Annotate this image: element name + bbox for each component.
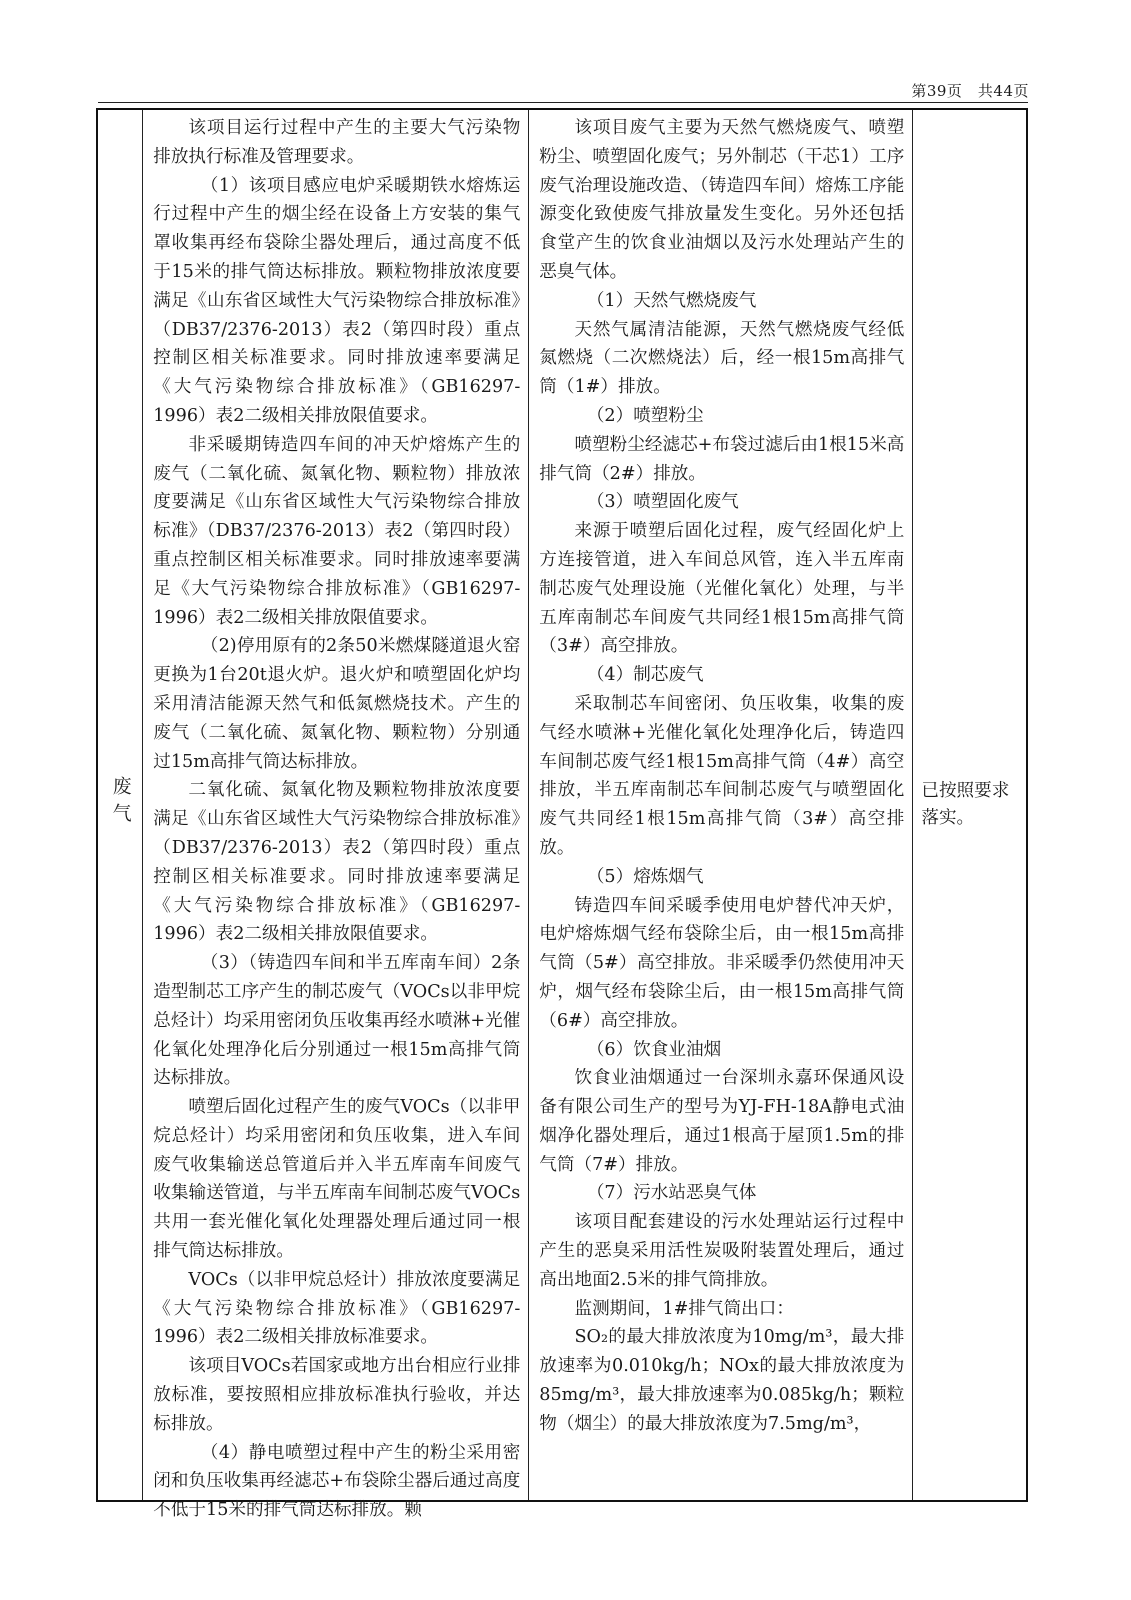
implementation-heading: （3）喷塑固化废气 — [586, 492, 739, 513]
implementation-paragraph: 监测期间，1#排气筒出口： — [574, 1298, 794, 1319]
requirement-paragraph: （3）（铸造四车间和半五库南车间）2条造型制芯工序产生的制芯废气（VOCs以非甲烷总烃计）均采用密闭负压收集再经水喷淋+光催化氧化处理净化后分别通过一根15m高排气筒达标排放。 — [153, 953, 521, 1089]
category-cell — [97, 109, 143, 1501]
requirement-paragraph: （4）静电喷塑过程中产生的粉尘采用密闭和负压收集再经滤芯+布袋除尘器后通过高度不低于15米的排气筒达标排放。颗 — [153, 1442, 521, 1521]
implementation-heading: （2）喷塑粉尘 — [586, 405, 704, 426]
implementation-paragraph: SO₂的最大排放浓度为10mg/m³，最大排放速率为0.010kg/h；NOx的最大排放浓度为85mg/m³，最大排放速率为0.085kg/h；颗粒物（烟尘）的最大排放浓度为7.5mg/m³， — [539, 1327, 905, 1434]
category-label: 废气 — [109, 776, 132, 830]
implementation-heading: （7）污水站恶臭气体 — [586, 1183, 757, 1204]
implementation-heading: （5）熔炼烟气 — [586, 866, 704, 887]
status-cell — [913, 109, 1027, 1501]
header-divider — [98, 102, 1028, 103]
compliance-table — [96, 108, 1028, 1521]
requirement-paragraph: VOCs（以非甲烷总烃计）排放浓度要满足《大气污染物综合排放标准》（GB16297-1996）表2二级相关排放标准要求。 — [153, 1269, 521, 1348]
table-row — [97, 109, 1027, 1501]
implementation-text — [529, 110, 912, 1500]
requirement-paragraph: 非采暖期铸造四车间的冲天炉熔炼产生的废气（二氧化硫、氮氧化物、颗粒物）排放浓度要满足《山东省区域性大气污染物综合排放标准》（DB37/2376-2013）表2（第四时段）重点控制区相关标准要求。同时排放速率要满足《大气污染物综合排放标准》（GB16297-1996）表2二级相关排放限值要求。 — [153, 434, 521, 628]
requirements-cell — [143, 109, 529, 1521]
implementation-paragraph: 铸造四车间采暖季使用电炉替代冲天炉，电炉熔炼烟气经布袋除尘后，由一根15m高排气筒（5#）高空排放。非采暖季仍然使用冲天炉，烟气经布袋除尘后，由一根15m高排气筒（6#）高空排放。 — [539, 895, 905, 1031]
implementation-heading: （4）制芯废气 — [586, 665, 704, 686]
requirement-paragraph: 该项目VOCs若国家或地方出台相应行业排放标准，要按照相应排放标准执行验收，并达标排放。 — [153, 1356, 521, 1434]
implementation-heading: （1）天然气燃烧废气 — [586, 290, 757, 311]
implementation-paragraph: 饮食业油烟通过一台深圳永嘉环保通风设备有限公司生产的型号为YJ-FH-18A静电式油烟净化器处理后，通过1根高于屋顶1.5m的排气筒（7#）排放。 — [539, 1068, 905, 1175]
page-number: 第39页 共44页 — [911, 82, 1029, 100]
requirement-paragraph: 该项目运行过程中产生的主要大气污染物排放执行标准及管理要求。 — [153, 118, 521, 167]
implementation-paragraph: 天然气属清洁能源，天然气燃烧废气经低氮燃烧（二次燃烧法）后，经一根15m高排气筒（1#）排放。 — [539, 319, 905, 398]
requirement-paragraph: 喷塑后固化过程产生的废气VOCs（以非甲烷总烃计）均采用密闭和负压收集，进入车间废气收集输送总管道后并入半五库南车间废气收集输送管道，与半五库南车间制芯废气VOCs共用一套光催化氧化处理器处理后通过同一根排气筒达标排放。 — [153, 1097, 521, 1262]
implementation-paragraph: 该项目废气主要为天然气燃烧废气、喷塑粉尘、喷塑固化废气；另外制芯（干芯1）工序废气治理设施改造、（铸造四车间）熔炼工序能源变化致使废气排放量发生变化。另外还包括食堂产生的饮食业油烟以及污水处理站产生的恶臭气体。 — [539, 118, 905, 282]
status-text: 已按照要求落实。 — [921, 781, 1010, 828]
requirements-text — [143, 110, 528, 1521]
implementation-paragraph: 来源于喷塑后固化过程，废气经固化炉上方连接管道，进入车间总风管，连入半五库南制芯废气处理设施（光催化氧化）处理，与半五库南制芯车间废气共同经1根15m高排气筒（3#）高空排放。 — [539, 521, 905, 657]
implementation-paragraph: 采取制芯车间密闭、负压收集，收集的废气经水喷淋+光催化氧化处理净化后，铸造四车间制芯废气经1根15m高排气筒（4#）高空排放，半五库南制芯车间制芯废气与喷塑固化废气共同经1根15m高排气筒（3#）高空排放。 — [539, 693, 905, 858]
implementation-heading: （6）饮食业油烟 — [586, 1039, 722, 1060]
requirement-paragraph: 二氧化硫、氮氧化物及颗粒物排放浓度要满足《山东省区域性大气污染物综合排放标准》（DB37/2376-2013）表2（第四时段）重点控制区相关标准要求。同时排放速率要满足《大气污染物综合排放标准》（GB16297-1996）表2二级相关排放限值要求。 — [153, 780, 521, 945]
implementation-cell — [529, 109, 913, 1501]
requirement-paragraph: （1）该项目感应电炉采暖期铁水熔炼运行过程中产生的烟尘经在设备上方安装的集气罩收集再经布袋除尘器处理后，通过高度不低于15米的排气筒达标排放。颗粒物排放浓度要满足《山东省区域性大气污染物综合排放标准》（DB37/2376-2013）表2（第四时段）重点控制区相关标准要求。同时排放速率要满足《大气污染物综合排放标准》（GB16297-1996）表2二级相关排放限值要求。 — [153, 175, 521, 426]
requirement-paragraph: （2)停用原有的2条50米燃煤隧道退火窑更换为1台20t退火炉。退火炉和喷塑固化炉均采用清洁能源天然气和低氮燃烧技术。产生的废气（二氧化硫、氮氧化物、颗粒物）分别通过15m高排气筒达标排放。 — [153, 636, 521, 772]
implementation-paragraph: 喷塑粉尘经滤芯+布袋过滤后由1根15米高排气筒（2#）排放。 — [539, 434, 905, 484]
implementation-paragraph: 该项目配套建设的污水处理站运行过程中产生的恶臭采用活性炭吸附装置处理后，通过高出地面2.5米的排气筒排放。 — [539, 1212, 905, 1290]
